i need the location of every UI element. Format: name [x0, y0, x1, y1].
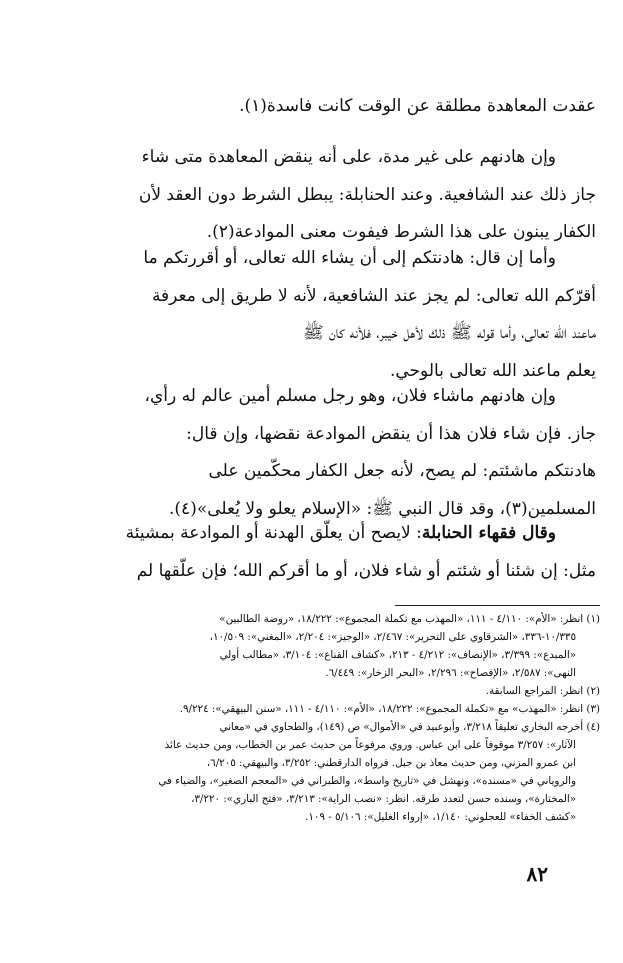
text-line: وأما إن قال: هادنتكم إلى أن يشاء الله تعالى، أو أقررتكم ما	[143, 248, 556, 268]
paragraph	[44, 515, 596, 590]
paragraph	[44, 240, 596, 390]
text-line: المسلمين(٣)، وقد قال النبي ﷺ: «الإسلام يعلو ولا يُعلى»(٤).	[169, 498, 596, 519]
footnote-line: الآثار»: ٣/٢٥٧ موقوفاً على ابن عباس. وروي مرفوعاً من حديث عمر بن الخطاب، ومن حديث عائذ	[164, 739, 576, 751]
text-line: هادنتكم ماشئتم: لم يصح، لأنه جعل الكفار محكّمين على	[208, 461, 596, 481]
bold-lead: وقال فقهاء الحنابلة	[421, 523, 556, 543]
text-line: يعلم ماعند الله تعالى بالوحي.	[389, 360, 596, 381]
footnote-line: «المبدع»: ٣/٣٩٩، «الإنصاف»: ٤/٢١٢ - ٢١٣، «كشاف القناع»: ٣/١٠٤، «مطالب أولي	[219, 649, 576, 661]
footnotes	[44, 610, 600, 826]
text-line: مثل: إن شئنا أو شئتم أو شاء فلان، أو ما أقركم الله؛ فإن علّقها لم	[136, 560, 596, 581]
text-line: عقدت المعاهدة مطلقة عن الوقت كانت فاسدة(١).	[239, 96, 596, 116]
footnote-line: (٢) انظر: المراجع السابقة.	[485, 685, 600, 697]
paragraph	[44, 139, 596, 252]
footnote-line: والروياني في «مسنده»، ونهشل في «تاريخ واسط»، والطبراني في «المعجم الصغير»، والضياء في	[158, 775, 576, 787]
footnote-line: (٤) أخرجه البخاري تعليقاً ٣/٢١٨، وأبوعبيد في «الأموال» ص (١٤٩)، والطحاوي في «معاني	[219, 721, 600, 733]
text-line	[44, 515, 596, 553]
footnote-line: ١٠/٣٣٥-٣٣٦، «الشرقاوي على التحرير»: ٢/٤٦٧، «الوجيز»: ٢/٢٠٤، «المغني»: ١٠/٥٠٩،	[209, 631, 576, 643]
text-line: جاز ذلك عند الشافعية. وعند الحنابلة: يبطل الشرط دون العقد لأن	[138, 184, 596, 205]
text-line: وإن هادنهم ماشاء فلان، وهو رجل مسلم أمين عالم له رأي،	[144, 386, 556, 406]
text-line: وإن هادنهم على غير مدة، على أنه ينقض المعاهدة متى شاء	[141, 147, 556, 167]
footnote-line: ابن عمرو المزني، ومن حديث معاذ بن جبل. فرواه الدارقطني: ٣/٢٥٢، والبيهقي: ٦/٢٠٥،	[206, 757, 576, 769]
footnote-line: النهى»: ٢/٥٨٧، «الإفصاح»: ٢/٢٩٦، «البحر الزخار»: ٦/٤٤٩.	[325, 667, 576, 679]
footnote-line: «كشف الخفاء» للعجلوني: ١/١٤٠، «إرواء الغليل»: ٥/١٠٦ - ١٠٩.	[305, 811, 576, 823]
main-text	[44, 88, 596, 126]
text-line: أقرّكم الله تعالى: لم يجز عند الشافعية، لأنه لا طريق إلى معرفة	[151, 285, 596, 306]
text-line: جاز. فإن شاء فلان هذا أن ينقض الموادعة نقضها، وإن قال:	[186, 423, 596, 444]
footnote-line: «المختارة»، وسنده حسن لتعدد طرقه. انظر: «نصب الراية»: ٣/٢١٣، «فتح الباري»: ٣/٢٢٠،	[191, 793, 576, 805]
footnote-divider	[395, 605, 600, 606]
text-line: الكفار يبنون على هذا الشرط فيفوت معنى الموادعة(٢).	[206, 222, 596, 242]
page-number: ٨٢	[526, 862, 548, 886]
text-run: : لايصح أن يعلّق الهدنة أو الموادعة بمشيئة	[125, 523, 422, 543]
footnote-line: (٣) انظر: «المهذب» مع «تكملة المجموع»: ١٨/٢٢٢، «الأم»: ٤/١١٠ - ١١١، «سنن البيهقي»: ٩/٢٢٤.	[179, 703, 600, 715]
paragraph	[44, 378, 596, 528]
footnote-line: (١) انظر: «الأم»: ٤/١١٠ - ١١١، «المهذب مع تكملة المجموع»: ١٨/٢٢٢، «روضة الطالبين»	[219, 613, 600, 625]
text-line: ماعند الله تعالى، وأما قوله ﷺ ذلك لأهل خيبر، فلأنه كان ﷺ	[303, 323, 596, 343]
